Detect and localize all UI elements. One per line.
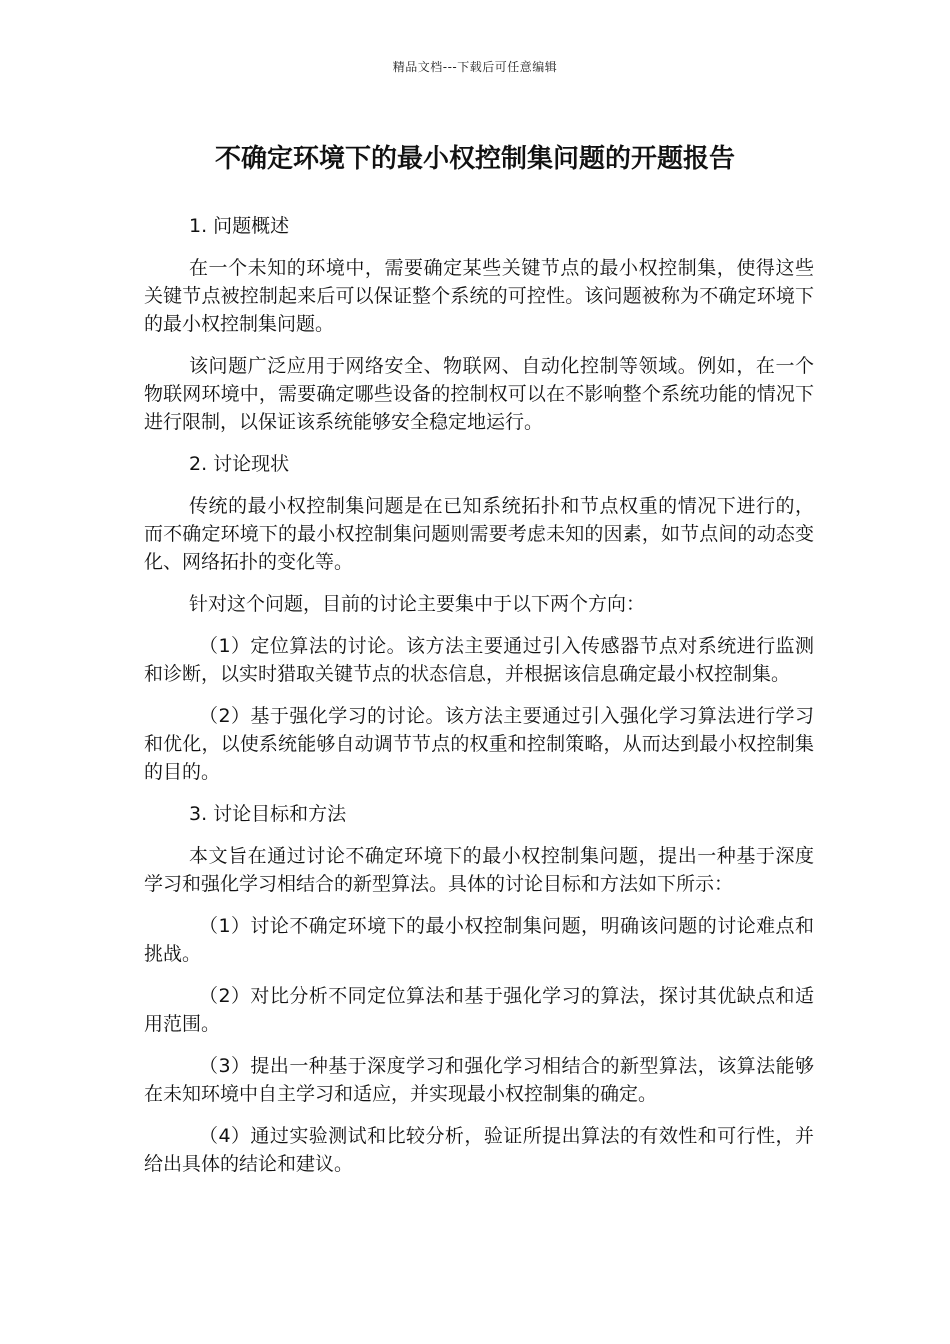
list-item: （2）对比分析不同定位算法和基于强化学习的算法，探讨其优缺点和适用范围。 — [144, 985, 814, 1035]
list-item: （1）讨论不确定环境下的最小权控制集问题，明确该问题的讨论难点和挑战。 — [144, 915, 814, 965]
list-item: （3）提出一种基于深度学习和强化学习相结合的新型算法，该算法能够在未知环境中自主学习和适应，并实现最小权控制集的确定。 — [144, 1055, 814, 1105]
document-title: 不确定环境下的最小权控制集问题的开题报告 — [214, 144, 735, 174]
section-heading: 1. 问题概述 — [189, 215, 290, 237]
list-item: （2）基于强化学习的讨论。该方法主要通过引入强化学习算法进行学习和优化，以使系统能够自动调节节点的权重和控制策略，从而达到最小权控制集的目的。 — [144, 705, 814, 783]
body-paragraph: 传统的最小权控制集问题是在已知系统拓扑和节点权重的情况下进行的，而不确定环境下的最小权控制集问题则需要考虑未知的因素，如节点间的动态变化、网络拓扑的变化等。 — [144, 495, 814, 573]
body-paragraph: 在一个未知的环境中，需要确定某些关键节点的最小权控制集，使得这些关键节点被控制起来后可以保证整个系统的可控性。该问题被称为不确定环境下的最小权控制集问题。 — [144, 257, 814, 335]
running-header: 精品文档---下载后可任意编辑 — [392, 60, 558, 74]
list-item: （4）通过实验测试和比较分析，验证所提出算法的有效性和可行性，并给出具体的结论和建议。 — [144, 1125, 814, 1175]
document-body — [144, 212, 814, 1192]
section-heading: 3. 讨论目标和方法 — [189, 803, 347, 825]
section-heading: 2. 讨论现状 — [189, 453, 290, 475]
list-item: （1）定位算法的讨论。该方法主要通过引入传感器节点对系统进行监测和诊断，以实时猎取关键节点的状态信息，并根据该信息确定最小权控制集。 — [144, 635, 814, 685]
body-paragraph: 该问题广泛应用于网络安全、物联网、自动化控制等领域。例如，在一个物联网环境中，需要确定哪些设备的控制权可以在不影响整个系统功能的情况下进行限制，以保证该系统能够安全稳定地运行。 — [144, 355, 814, 433]
body-paragraph: 本文旨在通过讨论不确定环境下的最小权控制集问题，提出一种基于深度学习和强化学习相结合的新型算法。具体的讨论目标和方法如下所示： — [144, 845, 814, 895]
body-paragraph: 针对这个问题，目前的讨论主要集中于以下两个方向： — [189, 593, 646, 615]
